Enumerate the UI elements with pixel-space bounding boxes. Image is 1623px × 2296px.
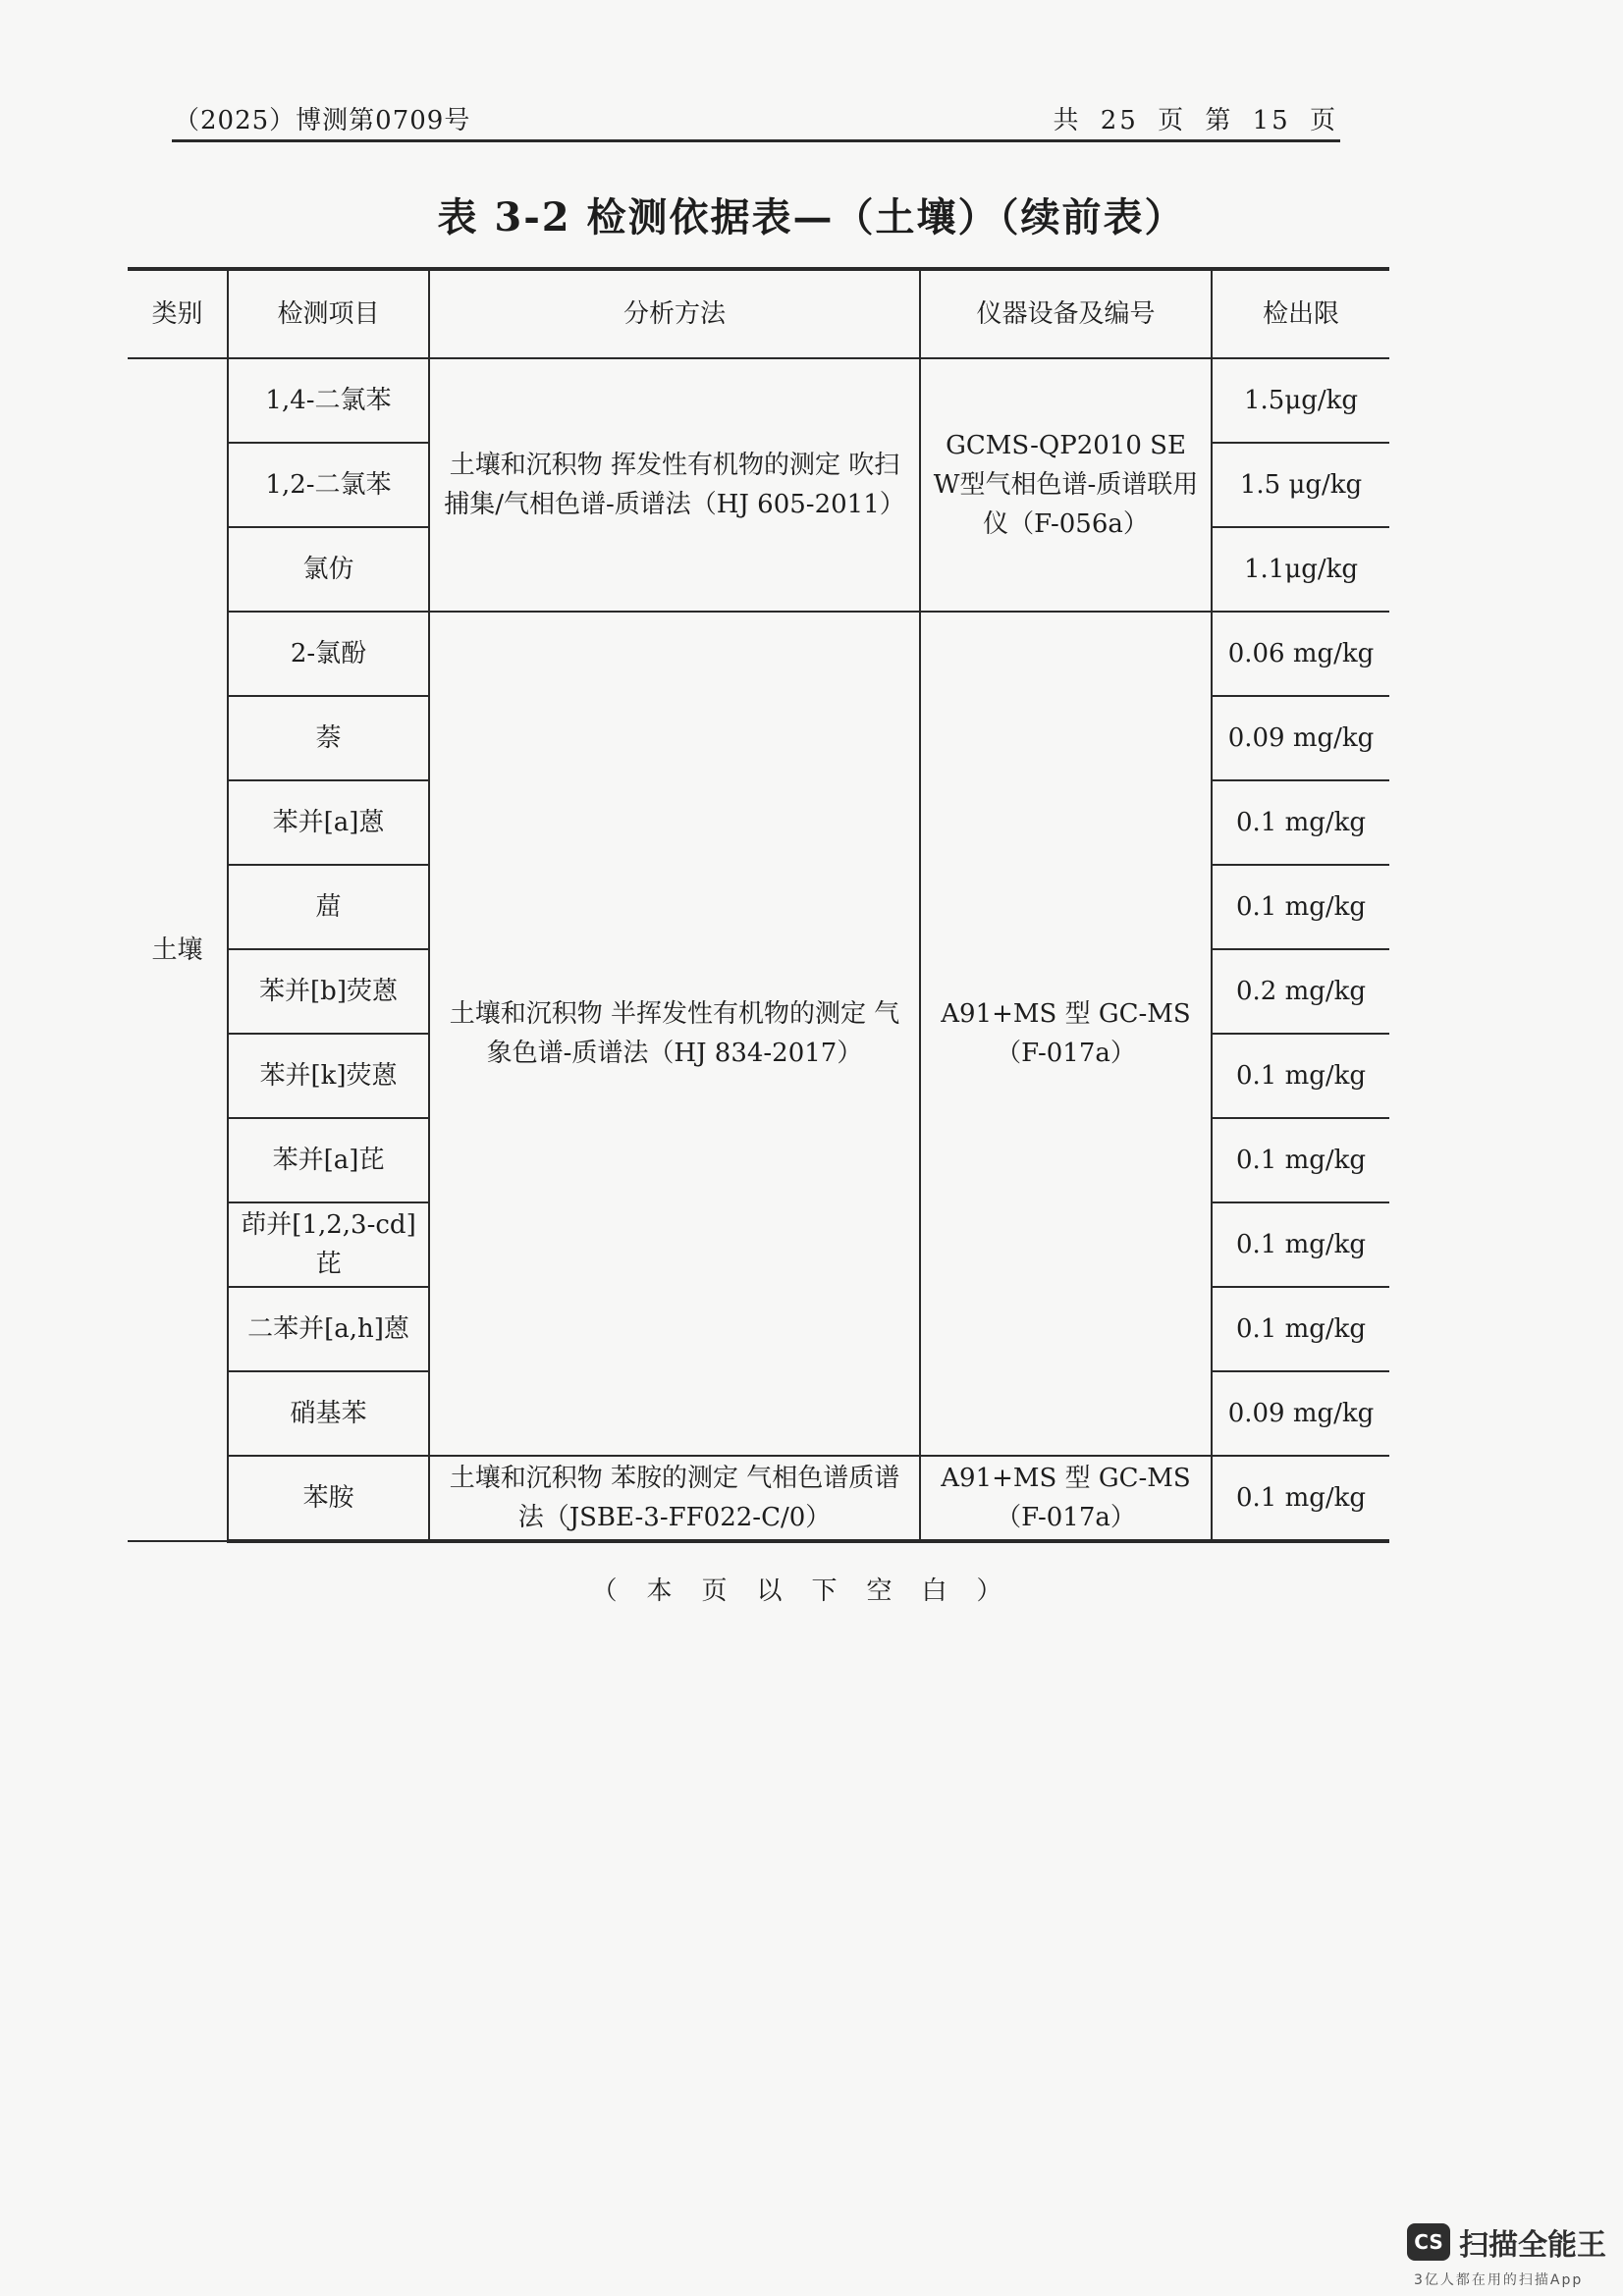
limit-cell: 0.1 mg/kg (1212, 1287, 1389, 1371)
item-cell: 2-氯酚 (228, 612, 429, 696)
item-cell: 苯并[a]芘 (228, 1118, 429, 1202)
item-cell: 茚并[1,2,3-cd]芘 (228, 1202, 429, 1287)
limit-cell: 1.1μg/kg (1212, 527, 1389, 612)
header-limit: 检出限 (1212, 269, 1389, 358)
limit-cell: 1.5μg/kg (1212, 358, 1389, 443)
table-title: 表 3-2 检测依据表—（土壤）（续前表） (437, 194, 1186, 240)
item-cell: 苯并[b]荧蒽 (228, 949, 429, 1034)
limit-cell: 1.5 μg/kg (1212, 443, 1389, 527)
item-cell: 苯胺 (228, 1456, 429, 1541)
page-count: 共 25 页 第 15 页 (1053, 106, 1338, 135)
item-cell: 1,2-二氯苯 (228, 443, 429, 527)
table-header-row (128, 269, 1389, 358)
table-row (128, 1456, 1389, 1541)
detection-basis-table (128, 267, 1389, 1543)
limit-cell: 0.2 mg/kg (1212, 949, 1389, 1034)
table-row (128, 612, 1389, 696)
limit-cell: 0.1 mg/kg (1212, 780, 1389, 865)
header-method: 分析方法 (429, 269, 920, 358)
header-item: 检测项目 (228, 269, 429, 358)
limit-cell: 0.1 mg/kg (1212, 1118, 1389, 1202)
camscanner-tagline: 3亿人都在用的扫描App (1414, 2272, 1584, 2288)
limit-cell: 0.06 mg/kg (1212, 612, 1389, 696)
report-number: （2025）博测第0709号 (174, 106, 471, 135)
camscanner-name: 扫描全能王 (1459, 2228, 1606, 2263)
category-cell: 土壤 (128, 358, 228, 1541)
item-cell: 苯并[a]蒽 (228, 780, 429, 865)
instrument-cell: A91+MS 型 GC-MS（F-017a） (920, 612, 1212, 1456)
item-cell: 硝基苯 (228, 1371, 429, 1456)
limit-cell: 0.1 mg/kg (1212, 1034, 1389, 1118)
page-header (172, 96, 1340, 142)
item-cell: 1,4-二氯苯 (228, 358, 429, 443)
item-cell: 苯并[k]荧蒽 (228, 1034, 429, 1118)
header-instrument: 仪器设备及编号 (920, 269, 1212, 358)
table-row (128, 358, 1389, 443)
camscanner-logo: CS (1407, 2223, 1450, 2261)
blank-below-note: （本页以下空白） (591, 1576, 1032, 1606)
instrument-cell: A91+MS 型 GC-MS（F-017a） (920, 1456, 1212, 1541)
limit-cell: 0.1 mg/kg (1212, 865, 1389, 949)
method-cell: 土壤和沉积物 挥发性有机物的测定 吹扫捕集/气相色谱-质谱法（HJ 605-2011） (429, 358, 920, 612)
limit-cell: 0.09 mg/kg (1212, 696, 1389, 780)
method-cell: 土壤和沉积物 半挥发性有机物的测定 气象色谱-质谱法（HJ 834-2017） (429, 612, 920, 1456)
instrument-cell: GCMS-QP2010 SE W型气相色谱-质谱联用仪（F-056a） (920, 358, 1212, 612)
method-cell: 土壤和沉积物 苯胺的测定 气相色谱质谱法（JSBE-3-FF022-C/0） (429, 1456, 920, 1541)
limit-cell: 0.09 mg/kg (1212, 1371, 1389, 1456)
item-cell: 萘 (228, 696, 429, 780)
limit-cell: 0.1 mg/kg (1212, 1202, 1389, 1287)
header-category: 类别 (128, 269, 228, 358)
item-cell: 䓛 (228, 865, 429, 949)
item-cell: 氯仿 (228, 527, 429, 612)
limit-cell: 0.1 mg/kg (1212, 1456, 1389, 1541)
item-cell: 二苯并[a,h]蒽 (228, 1287, 429, 1371)
